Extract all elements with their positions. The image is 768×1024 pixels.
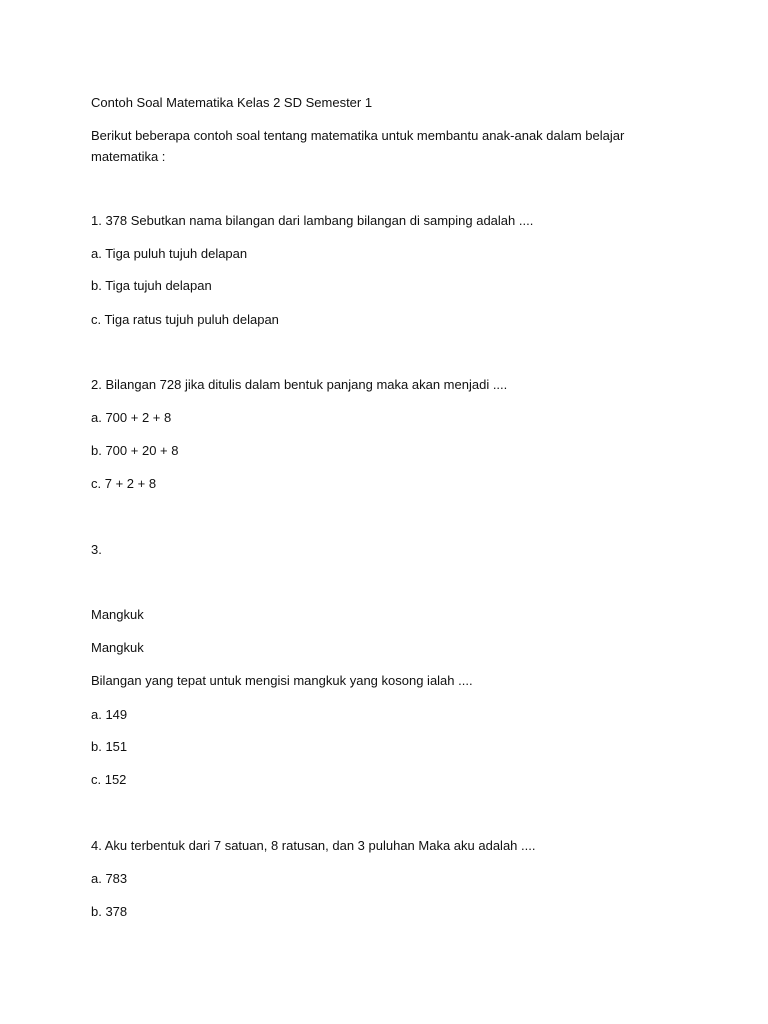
question-3-option-a: a. 149 xyxy=(91,707,128,722)
document-title: Contoh Soal Matematika Kelas 2 SD Semester 1 xyxy=(91,95,373,110)
intro-paragraph: Berikut beberapa contoh soal tentang matematika untuk membantu anak-anak dalam belajar matematika : xyxy=(91,128,625,164)
question-1-option-b: b. Tiga tujuh delapan xyxy=(91,278,212,293)
question-3-extra-1: Mangkuk xyxy=(91,607,144,622)
question-2-option-c: c. 7 + 2 + 8 xyxy=(91,476,157,491)
question-3-option-b: b. 151 xyxy=(91,739,128,754)
question-3-extra-2: Mangkuk xyxy=(91,640,144,655)
question-4-option-a: a. 783 xyxy=(91,871,128,886)
question-4-option-b: b. 378 xyxy=(91,904,128,919)
question-1-option-c: c. Tiga ratus tujuh puluh delapan xyxy=(91,312,279,327)
question-2-option-b: b. 700 + 20 + 8 xyxy=(91,443,179,458)
question-1-text: 1. 378 Sebutkan nama bilangan dari lambang bilangan di samping adalah .... xyxy=(91,213,534,228)
question-2-text: 2. Bilangan 728 jika ditulis dalam bentuk panjang maka akan menjadi .... xyxy=(91,377,508,392)
question-3-stem: Bilangan yang tepat untuk mengisi mangkuk yang kosong ialah .... xyxy=(91,673,473,688)
question-3-option-c: c. 152 xyxy=(91,772,127,787)
question-3-text: 3. xyxy=(91,542,102,557)
question-4-text: 4. Aku terbentuk dari 7 satuan, 8 ratusan, dan 3 puluhan Maka aku adalah .... xyxy=(91,838,536,853)
question-2-option-a: a. 700 + 2 + 8 xyxy=(91,410,172,425)
question-1-option-a: a. Tiga puluh tujuh delapan xyxy=(91,246,248,261)
